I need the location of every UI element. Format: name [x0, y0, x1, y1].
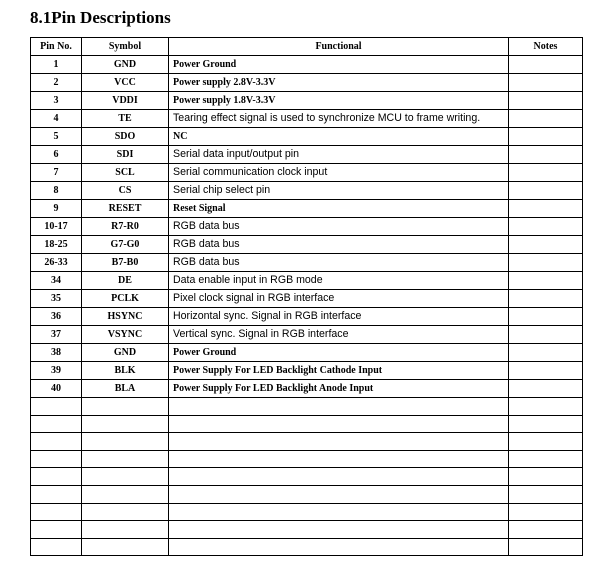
- symbol-cell: SDI: [82, 146, 169, 164]
- empty-table-row: [31, 485, 583, 503]
- empty-cell: [169, 398, 509, 416]
- functional-cell: Power Supply For LED Backlight Cathode Input: [169, 362, 509, 380]
- pin-description-table: [30, 37, 583, 556]
- table-row: [31, 308, 583, 326]
- empty-cell: [169, 433, 509, 451]
- notes-cell: [509, 56, 583, 74]
- pin-number-cell: 10-17: [31, 218, 82, 236]
- table-row: [31, 362, 583, 380]
- functional-cell: RGB data bus: [169, 218, 509, 236]
- notes-cell: [509, 380, 583, 398]
- empty-cell: [31, 485, 82, 503]
- notes-cell: [509, 110, 583, 128]
- empty-table-row: [31, 433, 583, 451]
- symbol-cell: TE: [82, 110, 169, 128]
- functional-cell: Serial data input/output pin: [169, 146, 509, 164]
- pin-number-cell: 7: [31, 164, 82, 182]
- notes-cell: [509, 362, 583, 380]
- table-row: [31, 344, 583, 362]
- table-row: [31, 128, 583, 146]
- notes-cell: [509, 290, 583, 308]
- empty-cell: [82, 503, 169, 521]
- table-row: [31, 146, 583, 164]
- notes-cell: [509, 308, 583, 326]
- functional-cell: Reset Signal: [169, 200, 509, 218]
- functional-cell: Horizontal sync. Signal in RGB interface: [169, 308, 509, 326]
- notes-cell: [509, 254, 583, 272]
- functional-cell: RGB data bus: [169, 236, 509, 254]
- empty-cell: [509, 433, 583, 451]
- pin-number-cell: 38: [31, 344, 82, 362]
- empty-table-row: [31, 398, 583, 416]
- pin-number-cell: 6: [31, 146, 82, 164]
- symbol-cell: DE: [82, 272, 169, 290]
- table-row: [31, 236, 583, 254]
- empty-cell: [82, 538, 169, 556]
- table-row: [31, 254, 583, 272]
- pin-number-cell: 35: [31, 290, 82, 308]
- symbol-cell: GND: [82, 56, 169, 74]
- empty-cell: [169, 485, 509, 503]
- table-row: [31, 272, 583, 290]
- table-header-row: [31, 38, 583, 56]
- empty-cell: [82, 485, 169, 503]
- column-header-functional: Functional: [169, 38, 509, 56]
- table-row: [31, 56, 583, 74]
- notes-cell: [509, 182, 583, 200]
- functional-cell: Serial chip select pin: [169, 182, 509, 200]
- pin-number-cell: 36: [31, 308, 82, 326]
- empty-cell: [31, 538, 82, 556]
- empty-cell: [169, 503, 509, 521]
- functional-cell: Serial communication clock input: [169, 164, 509, 182]
- empty-table-row: [31, 538, 583, 556]
- pin-number-cell: 26-33: [31, 254, 82, 272]
- pin-number-cell: 40: [31, 380, 82, 398]
- notes-cell: [509, 272, 583, 290]
- table-row: [31, 182, 583, 200]
- empty-cell: [82, 521, 169, 539]
- functional-cell: NC: [169, 128, 509, 146]
- pin-number-cell: 9: [31, 200, 82, 218]
- functional-cell: Data enable input in RGB mode: [169, 272, 509, 290]
- table-row: [31, 218, 583, 236]
- empty-cell: [169, 415, 509, 433]
- symbol-cell: G7-G0: [82, 236, 169, 254]
- symbol-cell: SDO: [82, 128, 169, 146]
- empty-cell: [31, 521, 82, 539]
- empty-table-row: [31, 503, 583, 521]
- pin-number-cell: 18-25: [31, 236, 82, 254]
- table-row: [31, 290, 583, 308]
- table-row: [31, 200, 583, 218]
- pin-number-cell: 34: [31, 272, 82, 290]
- empty-cell: [31, 503, 82, 521]
- symbol-cell: HSYNC: [82, 308, 169, 326]
- symbol-cell: BLK: [82, 362, 169, 380]
- empty-cell: [509, 398, 583, 416]
- column-header-notes: Notes: [509, 38, 583, 56]
- empty-cell: [82, 468, 169, 486]
- notes-cell: [509, 218, 583, 236]
- table-row: [31, 164, 583, 182]
- symbol-cell: BLA: [82, 380, 169, 398]
- empty-cell: [31, 398, 82, 416]
- empty-table-row: [31, 450, 583, 468]
- symbol-cell: PCLK: [82, 290, 169, 308]
- symbol-cell: VSYNC: [82, 326, 169, 344]
- empty-cell: [31, 450, 82, 468]
- empty-cell: [509, 503, 583, 521]
- empty-cell: [509, 521, 583, 539]
- functional-cell: Power Ground: [169, 344, 509, 362]
- notes-cell: [509, 74, 583, 92]
- functional-cell: Vertical sync. Signal in RGB interface: [169, 326, 509, 344]
- empty-cell: [509, 538, 583, 556]
- empty-cell: [31, 415, 82, 433]
- pin-number-cell: 5: [31, 128, 82, 146]
- symbol-cell: GND: [82, 344, 169, 362]
- notes-cell: [509, 146, 583, 164]
- empty-cell: [82, 450, 169, 468]
- notes-cell: [509, 200, 583, 218]
- functional-cell: Power supply 1.8V-3.3V: [169, 92, 509, 110]
- column-header-symbol: Symbol: [82, 38, 169, 56]
- notes-cell: [509, 128, 583, 146]
- empty-cell: [169, 468, 509, 486]
- functional-cell: Power Supply For LED Backlight Anode Input: [169, 380, 509, 398]
- symbol-cell: SCL: [82, 164, 169, 182]
- empty-table-row: [31, 415, 583, 433]
- empty-cell: [31, 433, 82, 451]
- notes-cell: [509, 236, 583, 254]
- functional-cell: Tearing effect signal is used to synchronize MCU to frame writing.: [169, 110, 509, 128]
- symbol-cell: RESET: [82, 200, 169, 218]
- empty-cell: [82, 415, 169, 433]
- table-row: [31, 380, 583, 398]
- empty-cell: [169, 538, 509, 556]
- pin-number-cell: 8: [31, 182, 82, 200]
- pin-number-cell: 2: [31, 74, 82, 92]
- symbol-cell: CS: [82, 182, 169, 200]
- pin-number-cell: 37: [31, 326, 82, 344]
- column-header-pin-no: Pin No.: [31, 38, 82, 56]
- page-title: 8.1Pin Descriptions: [30, 8, 171, 27]
- empty-cell: [169, 450, 509, 468]
- empty-cell: [509, 415, 583, 433]
- pin-number-cell: 3: [31, 92, 82, 110]
- symbol-cell: R7-R0: [82, 218, 169, 236]
- empty-cell: [509, 450, 583, 468]
- empty-cell: [31, 468, 82, 486]
- notes-cell: [509, 92, 583, 110]
- table-row: [31, 92, 583, 110]
- empty-cell: [169, 521, 509, 539]
- symbol-cell: B7-B0: [82, 254, 169, 272]
- functional-cell: RGB data bus: [169, 254, 509, 272]
- table-row: [31, 74, 583, 92]
- empty-table-row: [31, 521, 583, 539]
- functional-cell: Power supply 2.8V-3.3V: [169, 74, 509, 92]
- symbol-cell: VDDI: [82, 92, 169, 110]
- pin-number-cell: 1: [31, 56, 82, 74]
- empty-cell: [82, 398, 169, 416]
- pin-number-cell: 4: [31, 110, 82, 128]
- notes-cell: [509, 164, 583, 182]
- notes-cell: [509, 326, 583, 344]
- empty-cell: [509, 468, 583, 486]
- empty-table-row: [31, 468, 583, 486]
- functional-cell: Pixel clock signal in RGB interface: [169, 290, 509, 308]
- functional-cell: Power Ground: [169, 56, 509, 74]
- table-row: [31, 326, 583, 344]
- pin-number-cell: 39: [31, 362, 82, 380]
- symbol-cell: VCC: [82, 74, 169, 92]
- table-row: [31, 110, 583, 128]
- empty-cell: [82, 433, 169, 451]
- notes-cell: [509, 344, 583, 362]
- table-body: [31, 56, 583, 556]
- empty-cell: [509, 485, 583, 503]
